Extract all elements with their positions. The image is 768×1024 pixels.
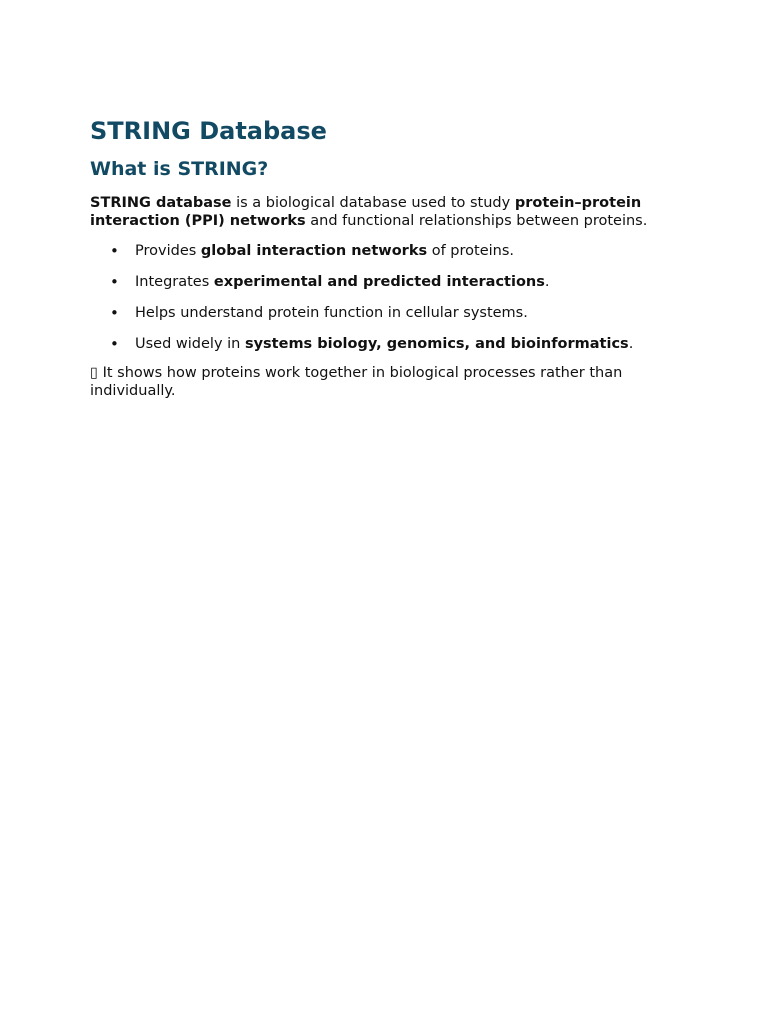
intro-paragraph	[90, 194, 690, 230]
intro-bold-string-database: STRING database	[90, 195, 232, 211]
list-item-bold: experimental and predicted interactions	[213, 274, 545, 290]
summary-note-text: It shows how proteins work together in biological processes rather than individually.	[90, 365, 623, 399]
list-item-post: .	[544, 274, 550, 290]
missing-glyph-icon: ▯	[90, 365, 98, 381]
list-item-pre: Integrates	[135, 274, 214, 290]
intro-bold-ppi: protein–protein interaction (PPI) networks	[90, 195, 642, 229]
list-item-post: of proteins.	[427, 243, 514, 259]
list-item	[90, 335, 690, 353]
list-item-bold: global interaction networks	[200, 243, 428, 259]
feature-list	[90, 242, 690, 353]
summary-note	[90, 364, 690, 400]
list-item	[90, 304, 690, 322]
list-item-pre: Used widely in	[135, 336, 245, 352]
list-item	[90, 242, 690, 260]
intro-text-2: and functional relationships between proteins.	[305, 213, 648, 229]
intro-text-1: is a biological database used to study	[231, 195, 515, 211]
section-heading: What is STRING?	[90, 158, 269, 180]
document-page	[90, 112, 690, 400]
list-item-pre: Provides	[135, 243, 201, 259]
list-item-post: .	[628, 336, 634, 352]
document-title: STRING Database	[90, 117, 327, 145]
list-item	[90, 273, 690, 291]
list-item-bold: systems biology, genomics, and bioinformatics	[244, 336, 629, 352]
list-item-pre: Helps understand protein function in cellular systems.	[135, 305, 528, 321]
